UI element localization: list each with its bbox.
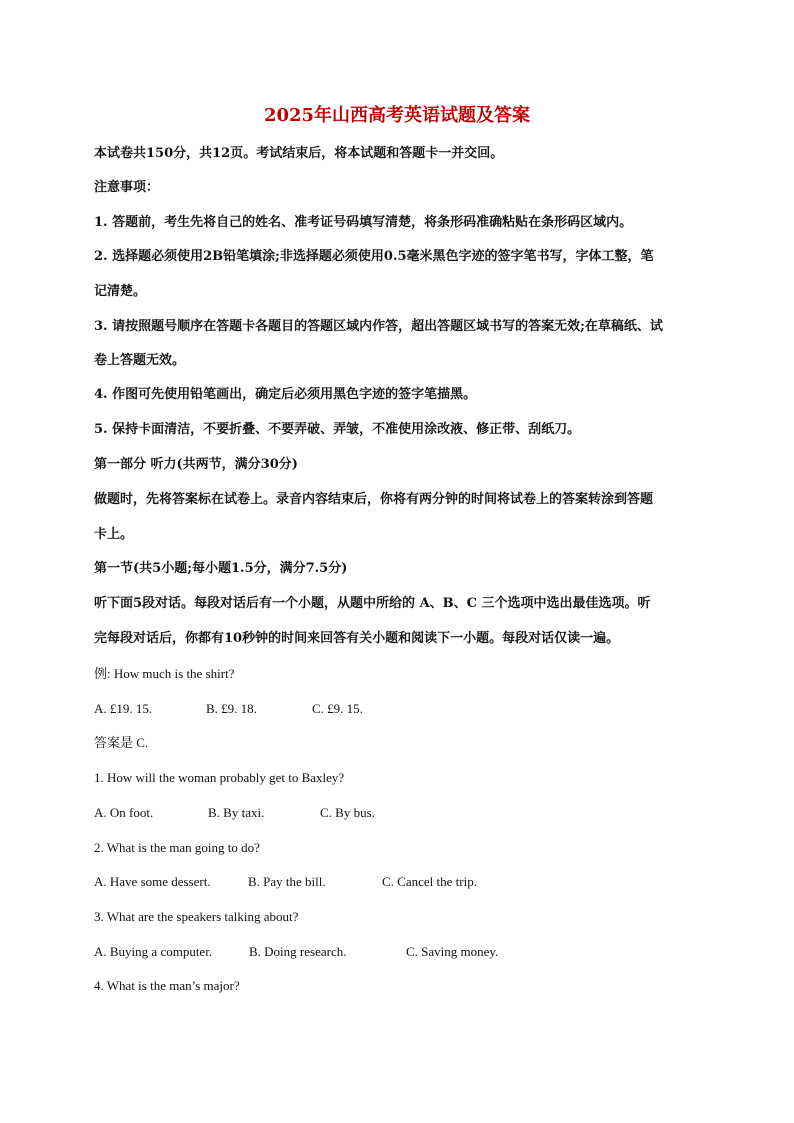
question-1: 1. How will the woman probably get to Baxley? <box>94 770 345 785</box>
section1-instruction-cont: 完每段对话后，你都有10秒钟的时间来回答有关小题和阅读下一小题。每段对话仅读一遍。 <box>94 631 620 646</box>
question-1-options <box>94 804 375 822</box>
example-option-b: B. £9. 18. <box>206 701 257 716</box>
note-1: 1. 答题前，考生先将自己的姓名、准考证号码填写清楚，将条形码准确粘贴在条形码区域内。 <box>94 215 633 230</box>
note-4: 4. 作图可先使用铅笔画出，确定后必须用黑色字迹的签字笔描黑。 <box>94 387 477 402</box>
intro-text: 本试卷共150分，共12页。考试结束后，将本试题和答题卡一并交回。 <box>94 146 504 161</box>
question-2: 2. What is the man going to do? <box>94 840 260 855</box>
example-option-c: C. £9. 15. <box>312 701 363 716</box>
notes-heading: 注意事项： <box>94 180 160 195</box>
section1-heading: 第一节(共5小题;每小题1.5分，满分7.5分) <box>94 561 348 576</box>
note-5: 5. 保持卡面清洁，不要折叠、不要弄破、弄皱，不准使用涂改液、修正带、刮纸刀。 <box>94 422 581 437</box>
section1-instruction: 听下面5段对话。每段对话后有一个小题，从题中所给的 A、B、C 三个选项中选出最佳选项。听 <box>94 596 651 611</box>
note-2: 2. 选择题必须使用2B铅笔填涂;非选择题必须使用0.5毫米黑色字迹的签字笔书写，字体工整，笔 <box>94 249 654 264</box>
q1-option-b: B. By taxi. <box>208 805 265 820</box>
example-option-a: A. £19. 15. <box>94 701 153 716</box>
q3-option-a: A. Buying a computer. <box>94 944 213 959</box>
q3-option-b: B. Doing research. <box>249 944 347 959</box>
page-title: 2025年山西高考英语试题及答案 <box>263 105 531 126</box>
part1-instruction: 做题时，先将答案标在试卷上。录音内容结束后，你将有两分钟的时间将试卷上的答案转涂到答题 <box>94 492 654 507</box>
q2-option-c: C. Cancel the trip. <box>382 874 477 889</box>
question-2-options <box>94 873 477 891</box>
q1-option-c: C. By bus. <box>320 805 375 820</box>
example-options <box>94 700 363 718</box>
q2-option-a: A. Have some dessert. <box>94 874 211 889</box>
example-question: 例: How much is the shirt? <box>94 666 235 681</box>
question-3: 3. What are the speakers talking about? <box>94 909 299 924</box>
q1-option-a: A. On foot. <box>94 805 154 820</box>
example-answer: 答案是 C. <box>94 735 149 750</box>
question-3-options <box>94 943 498 961</box>
part1-heading: 第一部分 听力(共两节，满分30分) <box>94 457 298 472</box>
note-3: 3. 请按照题号顺序在答题卡各题目的答题区域内作答，超出答题区域书写的答案无效;在草稿纸、试 <box>94 319 663 334</box>
part1-instruction-cont: 卡上。 <box>94 527 134 542</box>
note-2-cont: 记清楚。 <box>94 284 147 299</box>
q2-option-b: B. Pay the bill. <box>248 874 326 889</box>
q3-option-c: C. Saving money. <box>406 944 499 959</box>
question-4: 4. What is the man’s major? <box>94 978 240 993</box>
note-3-cont: 卷上答题无效。 <box>94 353 186 368</box>
